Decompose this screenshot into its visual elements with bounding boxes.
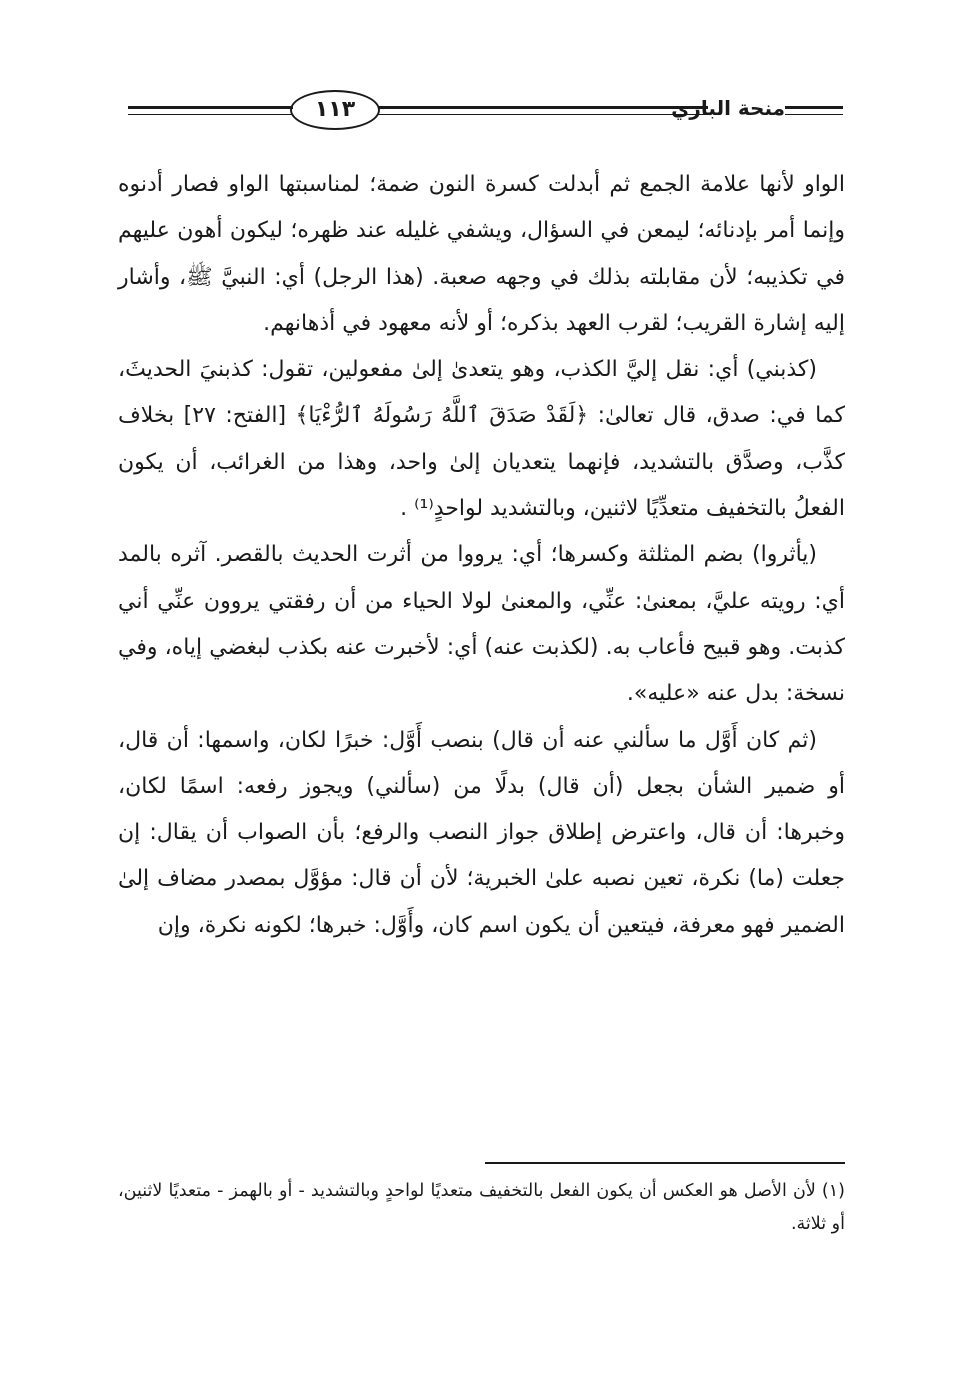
- paragraph: (يأثروا) بضم المثلثة وكسرها؛ أي: يرووا من أثرت الحديث بالقصر. آثره بالمد أي: رويته عليَّ، بمعنىٰ: عنِّي، والمعنىٰ لولا الحياء من أن رفقتي يروون عنِّي أني كذبت. وهو قبيح فأعاب به. (لكذبت عنه) أي: لأخبرت عنه بكذب لبغضي إياه، وفي نسخة: بدل عنه «عليه».: [118, 542, 845, 707]
- paragraph: الواو لأنها علامة الجمع ثم أبدلت كسرة النون ضمة؛ لمناسبتها الواو فصار أدنوه وإنما أمر بإدنائه؛ ليمعن في السؤال، ويشفي غليله عند ظهره؛ ليكون أهون عليهم في تكذيبه؛ لأن مقابلته بذلك في وجهه صعبة. (هذا الرجل) أي: النبيَّ ﷺ، وأشار إليه إشارة القريب؛ لقرب العهد بذكره؛ أو لأنه معهود في أذهانهم.: [118, 172, 845, 336]
- header-rule-left: [128, 106, 293, 109]
- main-text: [118, 162, 845, 949]
- running-title: منحة الباري: [671, 96, 785, 120]
- page-number: ١١٣: [314, 97, 356, 122]
- header-rule-right: [785, 106, 843, 109]
- paragraph: (كذبني) أي: نقل إليَّ الكذب، وهو يتعدىٰ إلىٰ مفعولين، تقول: كذبنيَ الحديثَ، كما في: صدق، قال تعالىٰ: ﴿لَقَدْ صَدَقَ ٱللَّهُ رَسُولَهُ ٱلرُّءْيَا﴾ [الفتح: ٢٧] بخلاف كذَّب، وصدَّق بالتشديد، فإنهما يتعديان إلىٰ واحد، وهذا من الغرائب، أن يكون الفعلُ بالتخفيف متعدِّيًا لاثنين، وبالتشديد لواحدٍ⁽¹⁾ .: [118, 357, 845, 522]
- header-rule-middle: [378, 106, 708, 109]
- header-rule-middle-thin: [378, 114, 708, 115]
- header-rule-right-thin: [785, 114, 843, 115]
- page-number-frame: [290, 90, 380, 130]
- footnotes: [118, 1175, 845, 1241]
- page-header: [120, 90, 843, 145]
- footnote-separator: [485, 1162, 845, 1164]
- paragraph: (ثم كان أَوَّل ما سألني عنه أن قال) بنصب أَوَّل: خبرًا لكان، واسمها: أن قال، أو ضمير الشأن بجعل (أن قال) بدلًا من (سألني) ويجوز رفعه: اسمًا لكان، وخبرها: أن قال، واعترض إطلاق جواز النصب والرفع؛ بأن الصواب أن يقال: إن جعلت (ما) نكرة، تعين نصبه علىٰ الخبرية؛ لأن أن قال: مؤوَّل بمصدر مضاف إلىٰ الضمير فهو معرفة، فيتعين أن يكون اسم كان، وأَوَّل: خبرها؛ لكونه نكرة، وإن: [118, 727, 845, 938]
- footnote: (١) لأن الأصل هو العكس أن يكون الفعل بالتخفيف متعديًا لواحدٍ وبالتشديد - أو بالهمز - متعديًا لاثنين، أو ثلاثة.: [118, 1181, 845, 1234]
- header-rule-left-thin: [128, 114, 293, 115]
